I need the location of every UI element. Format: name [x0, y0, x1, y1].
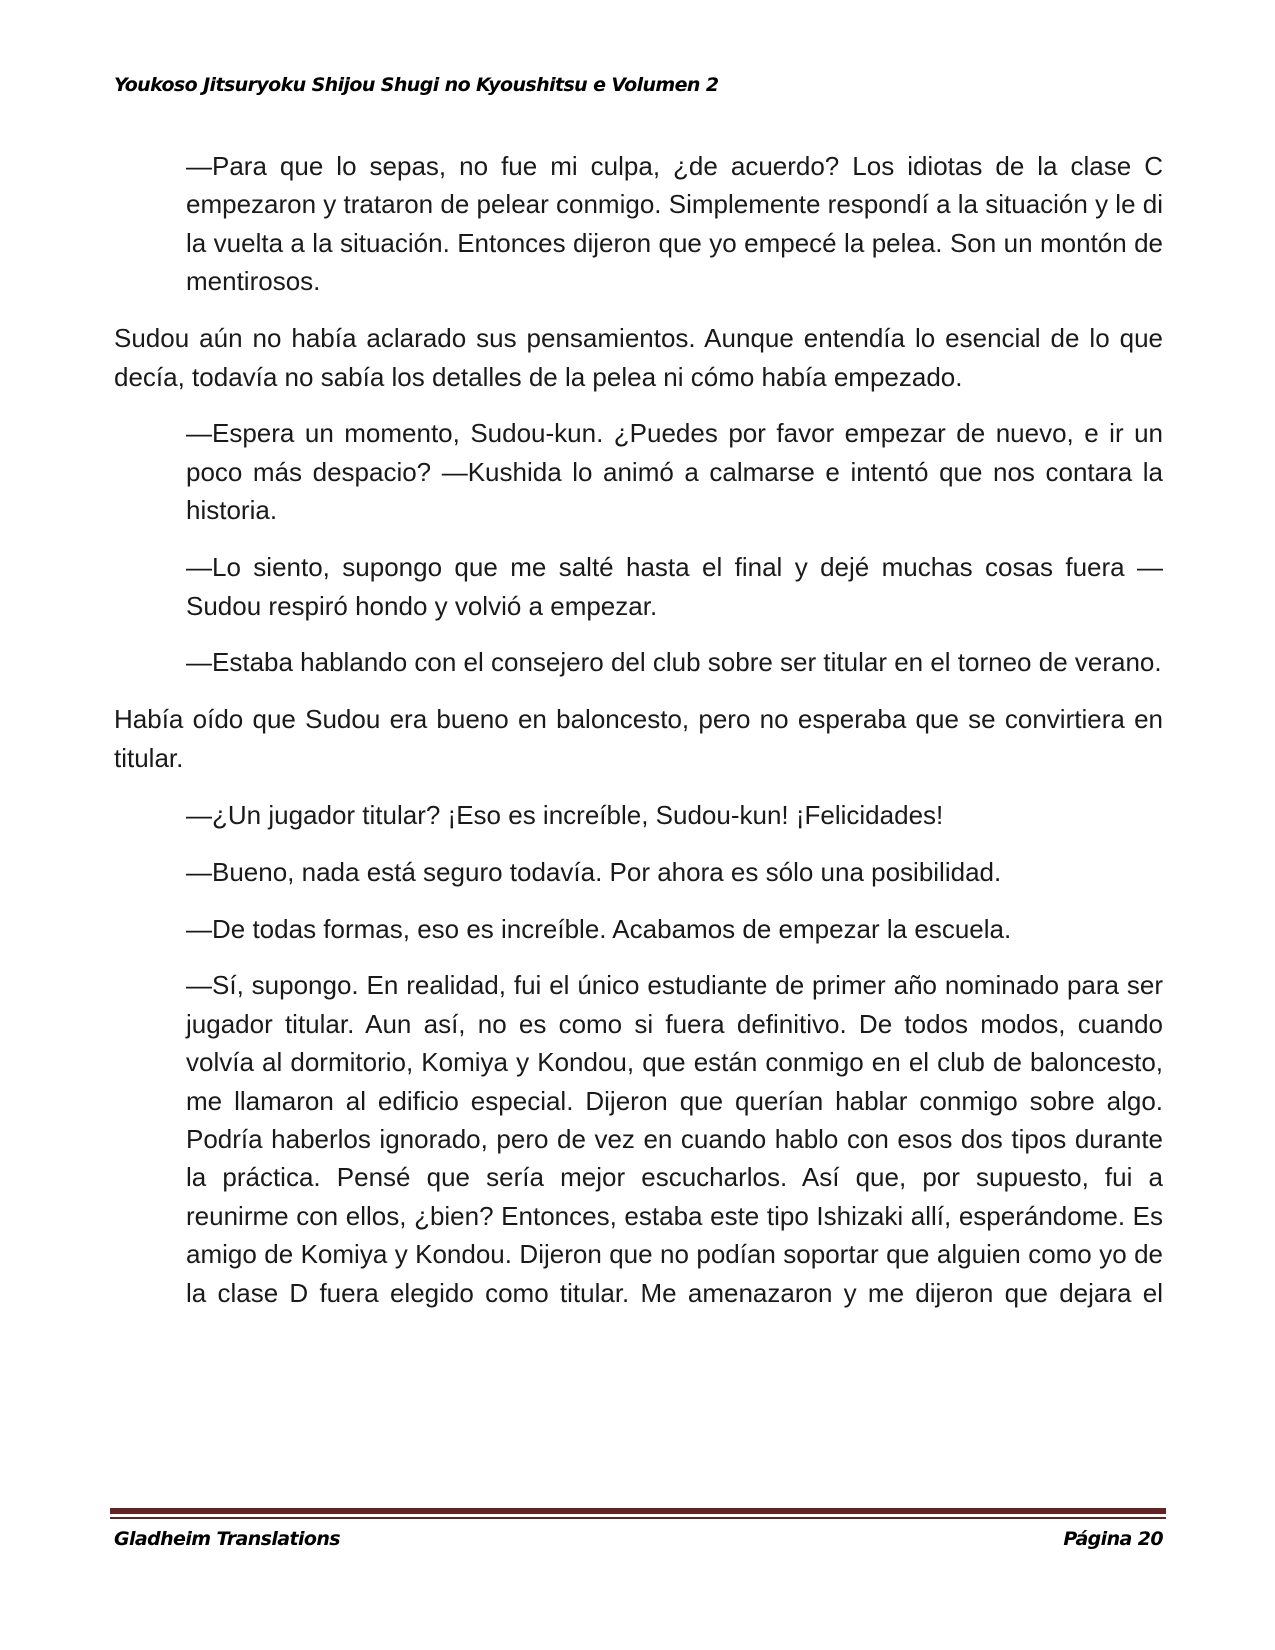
running-header: Youkoso Jitsuryoku Shijou Shugi no Kyoushitsu e Volumen 2	[114, 74, 719, 96]
paragraph: Había oído que Sudou era bueno en baloncesto, pero no esperaba que se convirtiera en titular.	[114, 704, 1163, 773]
body-text	[114, 147, 1163, 1331]
paragraph: —Estaba hablando con el consejero del club sobre ser titular en el torneo de verano.	[186, 647, 1162, 678]
paragraph: —Para que lo sepas, no fue mi culpa, ¿de acuerdo? Los idiotas de la clase C empezaron y trataron de pelear conmigo. Simplemente respondí a la situación y le di la vuelta a la situación. Entonces dijeron que yo empecé la pelea. Son un montón de mentirosos.	[186, 151, 1163, 297]
paragraph: —Sí, supongo. En realidad, fui el único estudiante de primer año nominado para ser jugador titular. Aun así, no es como si fuera definitivo. De todos modos, cuando volvía al dormitorio, Komiya y Kondou, que están conmigo en el club de baloncesto, me llamaron al edificio especial. Dijeron que querían hablar conmigo sobre algo. Podría haberlos ignorado, pero de vez en cuando hablo con esos dos tipos durante la práctica. Pensé que sería mejor escucharlos. Así que, por supuesto, fui a reunirme con ellos, ¿bien? Entonces, estaba este tipo Ishizaki allí, esperándome. Es amigo de Komiya y Kondou. Dijeron que no podían soportar que alguien como yo de la clase D fuera elegido como titular. Me amenazaron y me dijeron que dejara el	[186, 970, 1163, 1308]
paragraph: Sudou aún no había aclarado sus pensamientos. Aunque entendía lo esencial de lo que decía, todavía no sabía los detalles de la pelea ni cómo había empezado.	[114, 323, 1163, 392]
footer-rule-thick	[110, 1508, 1166, 1514]
footer-rule-thin	[110, 1517, 1166, 1519]
paragraph: —Bueno, nada está seguro todavía. Por ahora es sólo una posibilidad.	[186, 856, 1002, 887]
paragraph: —Lo siento, supongo que me salté hasta el final y dejé muchas cosas fuera —Sudou respiró hondo y volvió a empezar.	[186, 552, 1163, 621]
page-number: Página 20	[1063, 1528, 1163, 1550]
paragraph: —De todas formas, eso es increíble. Acabamos de empezar la escuela.	[186, 913, 1012, 944]
footer-publisher: Gladheim Translations	[114, 1528, 340, 1550]
paragraph: —Espera un momento, Sudou-kun. ¿Puedes por favor empezar de nuevo, e ir un poco más despacio? —Kushida lo animó a calmarse e intentó que nos contara la historia.	[186, 418, 1163, 526]
paragraph: —¿Un jugador titular? ¡Eso es increíble, Sudou-kun! ¡Felicidades!	[186, 799, 944, 830]
